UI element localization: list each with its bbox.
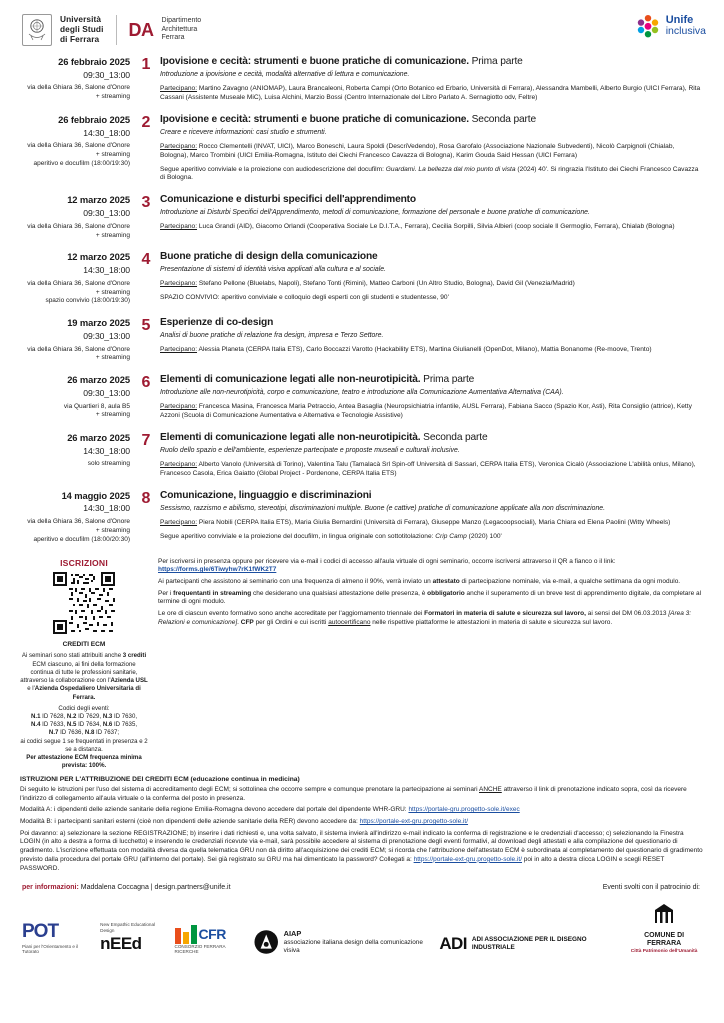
pot-logo — [22, 920, 92, 955]
seminar-when — [20, 114, 138, 184]
seminar-subtitle: Presentazione di sistemi di identità visiva applicati alla cultura e al sociale. — [160, 266, 386, 274]
seminar-date: 19 marzo 2025 — [67, 317, 130, 329]
registration-left-column — [20, 558, 154, 771]
seminar-date: 12 marzo 2025 — [67, 251, 130, 263]
seminar-speakers: Partecipano: Luca Grandi (AID), Giacomo Orlandi (Cooperativa Sociale Le D.I.T.A., Ferrara), Cecilia Sorpilli, Silvia Albieri (coop sociale Il Germoglio, Ferrara), Chialab (Bologna) — [160, 223, 675, 231]
seminar-subtitle: Analisi di buone pratiche di relazione fra design, impresa e Terzo Settore. — [160, 332, 384, 340]
seminar-speakers: Partecipano: Alessia Planeta (CERPA Italia ETS), Carlo Boccazzi Varotto (Hackability ETS), Martina Giulianelli (OpenDot, Milano), Mattia Bonanome (Re-moove, Trento) — [160, 346, 652, 354]
comune-text — [628, 932, 700, 955]
registration-paragraph: Per iscriversi in presenza oppure per ricevere via e-mail i codici di accesso all'aula virtuale di ogni seminario, occorre iscriversi attraverso il QR a fianco o il link: https://forms.gle/6Tiwyhw7rK1fWK2T7 — [158, 557, 616, 574]
registration-paragraphs — [154, 558, 704, 771]
seminar-title: Esperienze di co-design — [160, 317, 274, 329]
seminar-time: 14:30_18:00 — [83, 265, 130, 276]
ecm-credits-body-2: Codici degli eventi: N.1 ID 7628, N.2 ID 7629, N.3 ID 7630, N.4 ID 7633, N.5 ID 7634, N.6 ID 7635, N.7 ID 7636, N.8 ID 7637; ai codici segue 1 se frequentati in presenza e 2 se a distanza. Per attestazione ECM frequenza minima prevista: 100%. — [20, 704, 148, 770]
seminar-item — [20, 374, 704, 421]
seminar-time: 14:30_18:00 — [83, 445, 130, 456]
adi-logo — [439, 933, 620, 954]
contacts-row — [0, 876, 724, 893]
seminar-body — [154, 56, 704, 103]
ecm-instructions-paragraph: Modalità A: i dipendenti delle aziende sanitarie della regione Emilia-Romagna devono accedere dal portale del dipendente WHR-GRU: https://portale-gru.progetto-sole.it/exec — [20, 806, 520, 814]
department-name-line3: Ferrara — [161, 34, 185, 42]
university-name-line2: degli Studi — [60, 24, 104, 35]
registration-paragraph: Le ore di ciascun evento formativo sono anche accreditate per l'aggiornamento triennale dei Formatori in materia di salute e sicurezza sul lavoro, ai sensi del DM 06.03.2013 [Area 3: Relazioni e comunicazione]. CFP per gli Ordini e cui iscritti autocertificano nelle rispettive piattaforme le attestazioni in materia di salute e sicurezza sul lavoro. — [158, 610, 692, 626]
header-divider — [116, 15, 117, 45]
seminar-item — [20, 194, 704, 240]
unife-inclusiva-line1: Unife — [665, 13, 694, 26]
seminar-item — [20, 251, 704, 306]
seminar-body — [154, 317, 704, 363]
aiap-logo — [254, 929, 431, 955]
registration-section — [0, 556, 724, 771]
ecm-instructions-body — [20, 786, 704, 873]
seminar-title: Ipovisione e cecità: strumenti e buone pratiche di comunicazione. Seconda parte — [160, 113, 536, 125]
department-name-line1: Dipartimento — [161, 16, 202, 24]
seminar-item — [20, 432, 704, 479]
department-name-line2: Architettura — [161, 25, 198, 33]
university-name-line3: di Ferrara — [60, 33, 100, 44]
unife-inclusiva-icon — [636, 14, 660, 38]
seminar-time: 09:30_13:00 — [83, 387, 130, 398]
seminar-speakers: Partecipano: Alberto Vanolo (Università di Torino), Valentina Talu (Tamalacà Srl Spin-off Università di Sassari, CERPA Italia ETS), Veronica Cicalò (Associazione L'abilità onlus, Milano), Francesco Casola, Erica Gaiatto (Global Project - Pordenone, CERPA Italia ETS) — [160, 460, 696, 477]
seminar-title: Comunicazione e disturbi specifici dell'apprendimento — [160, 194, 416, 206]
contacts-info — [22, 884, 231, 893]
seminar-note: Segue aperitivo conviviale e la proiezione con audiodescrizione del docufilm: Guardami. La bellezza dal mio punto di vista (2024) 40'. Si ringrazia l'Istituto dei Ciechi Francesco Cavazza di Bologna. — [160, 165, 699, 182]
seminar-subtitle: Introduzione alle non-neurotipicità, corpo e comunicazione, teatro e introduzione alla Comunicazione Aumentativa Alternativa (CAA). — [160, 389, 564, 397]
seminar-when — [20, 432, 138, 479]
seminar-extra-note: SPAZIO CONVIVIO: aperitivo conviviale e colloquio degli esperti con gli studenti e studentesse, 90' — [160, 294, 449, 302]
comune-crest-icon — [651, 901, 677, 927]
seminar-speakers: Partecipano: Piera Nobili (CERPA Italia ETS), Maria Giulia Bernardini (Università di Ferrara), Giuseppe Manzo (Legacoopsociali), Maria Chiara ed Elena Paolini (Witty Wheels) — [160, 518, 671, 526]
seminar-when — [20, 251, 138, 306]
seminar-when — [20, 56, 138, 103]
seminar-date: 26 febbraio 2025 — [58, 113, 130, 125]
ecm-instructions-paragraph: Modalità B: i partecipanti sanitari esterni (cioè non dipendenti delle aziende sanitarie della RER) devono accedere da: https://portale-ext-gru.progetto-sole.it/ — [20, 818, 469, 826]
seminar-title: Elementi di comunicazione legati alle non-neurotipicità. Seconda parte — [160, 431, 488, 443]
seminar-location: via della Ghiara 36, Salone d'Onore + streaming — [27, 84, 130, 101]
footer-logos — [0, 893, 724, 967]
aiap-icon — [254, 929, 278, 955]
seminar-subtitle: Introduzione a ipovisione e cecità, modalità alternative di lettura e comunicazione. — [160, 71, 410, 79]
need-wordmark: nEEd — [100, 934, 142, 954]
cfr-bar-2 — [183, 932, 189, 944]
seminar-number: 8 — [141, 489, 151, 507]
department-mark: DA — [128, 19, 154, 40]
seminar-when — [20, 374, 138, 421]
seminar-when — [20, 490, 138, 545]
seminar-date: 12 marzo 2025 — [67, 194, 130, 206]
seminar-number: 6 — [141, 374, 151, 392]
seminar-location: via della Ghiara 36, Salone d'Onore + streaming spazio convivio (18:00/19:30) — [27, 279, 130, 305]
ecm-instructions-title: ISTRUZIONI PER L'ATTRIBUZIONE DEI CREDITI ECM (educazione continua in medicina) — [20, 775, 300, 783]
cfr-bar-1 — [175, 928, 181, 944]
qr-code[interactable] — [53, 572, 115, 634]
seminar-speakers: Partecipano: Rocco Clementelli (INVAT, UICI), Marco Boneschi, Laura Spoldi (DescriVedendo), Rosa Garofalo (Associazione Nazionale Subvedenti), Nicolò Carpignoli (Chialab, Bologna), Marco Trombini (UICI Emilia-Romagna, Istituto dei Ciechi Francesco Cavazza di Bologna), Karim Gouda Said Hessan (UICI Ferrara) — [160, 142, 675, 159]
pot-wordmark: POT — [22, 920, 59, 942]
cfr-caption: CONSORZIO FERRARA RICERCHE — [174, 943, 226, 955]
pot-caption: Piani per l'Orientamento e il Tutorato — [22, 943, 79, 955]
seminar-item — [20, 56, 704, 103]
seminar-location: via Quartieri 8, aula B5 + streaming — [63, 402, 130, 419]
seminar-date: 14 maggio 2025 — [61, 489, 130, 501]
seminar-item — [20, 114, 704, 184]
seminar-body — [154, 194, 704, 240]
seminar-number: 1 — [141, 56, 151, 73]
seminar-subtitle: Introduzione ai Disturbi Specifici dell'Apprendimento, metodi di comunicazione, formazione del personale e buone pratiche di comunicazione. — [160, 209, 590, 217]
seminar-when — [20, 317, 138, 363]
unife-department-logo — [22, 14, 201, 46]
ecm-instructions-section — [0, 771, 724, 874]
seminar-date: 26 marzo 2025 — [67, 374, 130, 386]
seminar-location: via della Ghiara 36, Salone d'Onore + streaming — [27, 222, 130, 239]
aiap-text — [284, 929, 432, 955]
university-crest-icon — [22, 14, 52, 46]
contacts-label: per informazioni: — [22, 884, 79, 892]
seminar-speakers: Partecipano: Francesca Masina, Francesca Maria Petraccio, Antea Basaglia (Neuropsichiatria infantile, AUSL Ferrara), Fabiana Sacco (Spazio Kor, Asti), Rita Consiglio (attrice), Ketty Azzoni (Scuola di Comunicazione Aumentativa e Alternativa e Tecnologie Assistive) — [160, 403, 692, 420]
seminar-speakers: Partecipano: Martino Zavagno (ANIOMAP), Laura Brancaleoni, Roberta Campi (Orto Botanico ed Erbario, Università di Ferrara), Alessandra Mambelli, Alberto Burgio (UICI Ferrara), Rita Cassani (Assistente Museale MiC), Luisa Alchini, Marzio Bossi (Centro Internazionale del Libro Parlato A. Sernagiotto odv, Feltre) — [160, 85, 701, 101]
seminar-body — [154, 114, 704, 184]
seminar-location: via della Ghiara 36, Salone d'Onore + streaming aperitivo e docufilm (18:00/20:30) — [27, 518, 130, 543]
seminar-time: 09:30_13:00 — [83, 69, 130, 80]
adi-wordmark: ADI — [439, 934, 467, 954]
seminar-location: solo streaming — [87, 460, 130, 468]
seminar-date: 26 febbraio 2025 — [58, 56, 130, 67]
university-name — [60, 15, 104, 44]
seminar-body — [154, 251, 704, 306]
seminar-title: Buone pratiche di design della comunicazione — [160, 251, 378, 263]
ecm-instructions-paragraph: Di seguito le istruzioni per l'uso del sistema di accreditamento degli ECM; si sottolinea che occorre sempre e comunque prenotare la partecipazione ai seminari ANCHE attraverso il link di prenotazione indicato sopra, così da ricevere l'indirizzo di collegamento all'aula virtuale o la conferma del posto in presenza. — [20, 785, 687, 802]
patronage-label: Eventi svolti con il patrocinio di: — [602, 884, 700, 892]
seminar-time: 09:30_13:00 — [83, 330, 130, 341]
seminar-subtitle: Creare e ricevere informazioni: casi studio e strumenti. — [160, 128, 327, 136]
seminar-speakers: Partecipano: Stefano Pellone (Bluelabs, Napoli), Stefano Tonti (Rimini), Matteo Carboni (Un Altro Studio, Bologna), David Gil (Venezia/Madrid) — [160, 280, 575, 288]
unife-inclusiva-wordmark — [666, 15, 706, 38]
seminar-note: Segue aperitivo conviviale e la proiezione del docufilm, in lingua originale con sottotitolazione: Crip Camp (2020) 100' — [160, 532, 502, 540]
seminar-date: 26 marzo 2025 — [67, 431, 130, 443]
seminar-number: 5 — [141, 317, 151, 335]
seminar-number: 4 — [141, 251, 151, 269]
page-header — [0, 0, 724, 52]
ecm-credits-body-1: Ai seminari sono stati attribuiti anche 3 crediti ECM ciascuno, ai fini della formazione continua di tutte le professioni sanitarie, attraverso la collaborazione con l'Azienda USL e l'Azienda Ospedaliero Universitaria di Ferrara. — [20, 652, 148, 701]
seminar-time: 14:30_18:00 — [83, 503, 130, 514]
seminar-body — [154, 432, 704, 479]
seminar-subtitle: Sessismo, razzismo e abilismo, stereotipi, discriminazioni multiple. Buone (e cattive) pratiche di comunicazione applicate alla non discriminazione. — [160, 504, 606, 512]
university-name-line1: Università — [60, 14, 102, 25]
registration-paragraph: Ai partecipanti che assistono ai seminario con una frequenza di almeno il 90%, verrà inviato un attestato di partecipazione nominale, via e-mail, a qualche settimana da ogni modulo. — [158, 577, 681, 585]
department-name — [162, 17, 202, 43]
unife-inclusiva-line2: inclusiva — [665, 25, 706, 38]
seminar-number: 7 — [141, 431, 151, 449]
seminar-time: 09:30_13:00 — [83, 208, 130, 219]
seminar-number: 3 — [141, 194, 151, 212]
cfr-bar-3 — [191, 925, 197, 944]
seminar-item — [20, 490, 704, 545]
seminar-body — [154, 490, 704, 545]
registration-title: ISCRIZIONI — [60, 557, 108, 568]
comune-wordmark: COMUNE DI FERRARA — [644, 931, 685, 948]
seminar-location: via della Ghiara 36, Salone d'Onore + streaming aperitivo e docufilm (18:00/19:30) — [27, 142, 130, 167]
seminar-list — [0, 52, 724, 545]
seminar-title: Elementi di comunicazione legati alle non-neurotipicità. Prima parte — [160, 374, 475, 386]
seminar-item — [20, 317, 704, 363]
ecm-credits-heading: CREDITI ECM — [62, 641, 106, 649]
seminar-title: Comunicazione, linguaggio e discriminazioni — [160, 489, 372, 501]
aiap-wordmark: AIAP — [283, 928, 302, 938]
seminar-number: 2 — [141, 113, 151, 131]
seminar-body — [154, 374, 704, 421]
seminar-subtitle: Ruolo dello spazio e dell'ambiente, esperienze partecipate e proposte museali e culturali inclusive. — [160, 446, 460, 454]
seminar-when — [20, 194, 138, 240]
comune-ferrara-logo — [628, 901, 700, 955]
ecm-instructions-paragraph: Poi davanno: a) selezionare la sezione REGISTRAZIONE; b) inserire i dati richiesti e, una volta salvato, il sistema invierà all'indirizzo e-mail indicato la conferma di registrazione e le credenziali d'accesso; c) selezionando la Finestra LOGIN (in alto a destra a forma di lucchetto) e inserendo le credenziali ricevute via e-mail, sarà possibile accedere al sistema di prenotazione degli eventi formativi, al download degli attestati e alla compilazione del questionario di gradimento. L'iscrizione effettuata con modalità diversa da quella telematica GRU non dà diritto all'acquisizione dei crediti ECM; si ricorda che l'attribuzione dell'attestato ECM è subordinata al completamento del questionario di gradimento previsto dalla procedura del portale GRU (all'interno del portale). Sei già registrato su GRU ma hai dimenticato la password? Collegati a: https://portale-ext-gru.progetto-sole.it/ poi in alto a destra clicca LOGIN e scegli RESET PASSWORD. — [20, 829, 703, 872]
comune-caption: Città Patrimonio dell'Umanità — [630, 948, 698, 954]
need-caption: New Empathic Educational Design — [100, 922, 156, 933]
registration-paragraph: Per i frequentanti in streaming che desiderano una qualsiasi attestazione delle presenza, è obbligatorio anche il superamento di un breve test di apprendimento digitale, da completare al termine di ogni modulo. — [158, 589, 702, 606]
seminar-time: 14:30_18:00 — [83, 127, 130, 138]
cfr-wordmark: CFR — [198, 926, 226, 943]
seminar-title: Ipovisione e cecità: strumenti e buone pratiche di comunicazione. Prima parte — [160, 56, 523, 67]
cfr-logo — [175, 925, 247, 955]
aiap-caption: associazione italiana design della comunicazione visiva — [283, 938, 423, 954]
adi-caption: ADI ASSOCIAZIONE PER IL DISEGNO INDUSTRIALE — [471, 935, 587, 951]
seminar-location: via della Ghiara 36, Salone d'Onore + streaming — [27, 345, 130, 362]
contacts-value[interactable]: Maddalena Coccagna | design.partners@unife.it — [80, 884, 231, 892]
unife-inclusiva-logo — [636, 14, 706, 38]
need-logo — [100, 922, 166, 954]
